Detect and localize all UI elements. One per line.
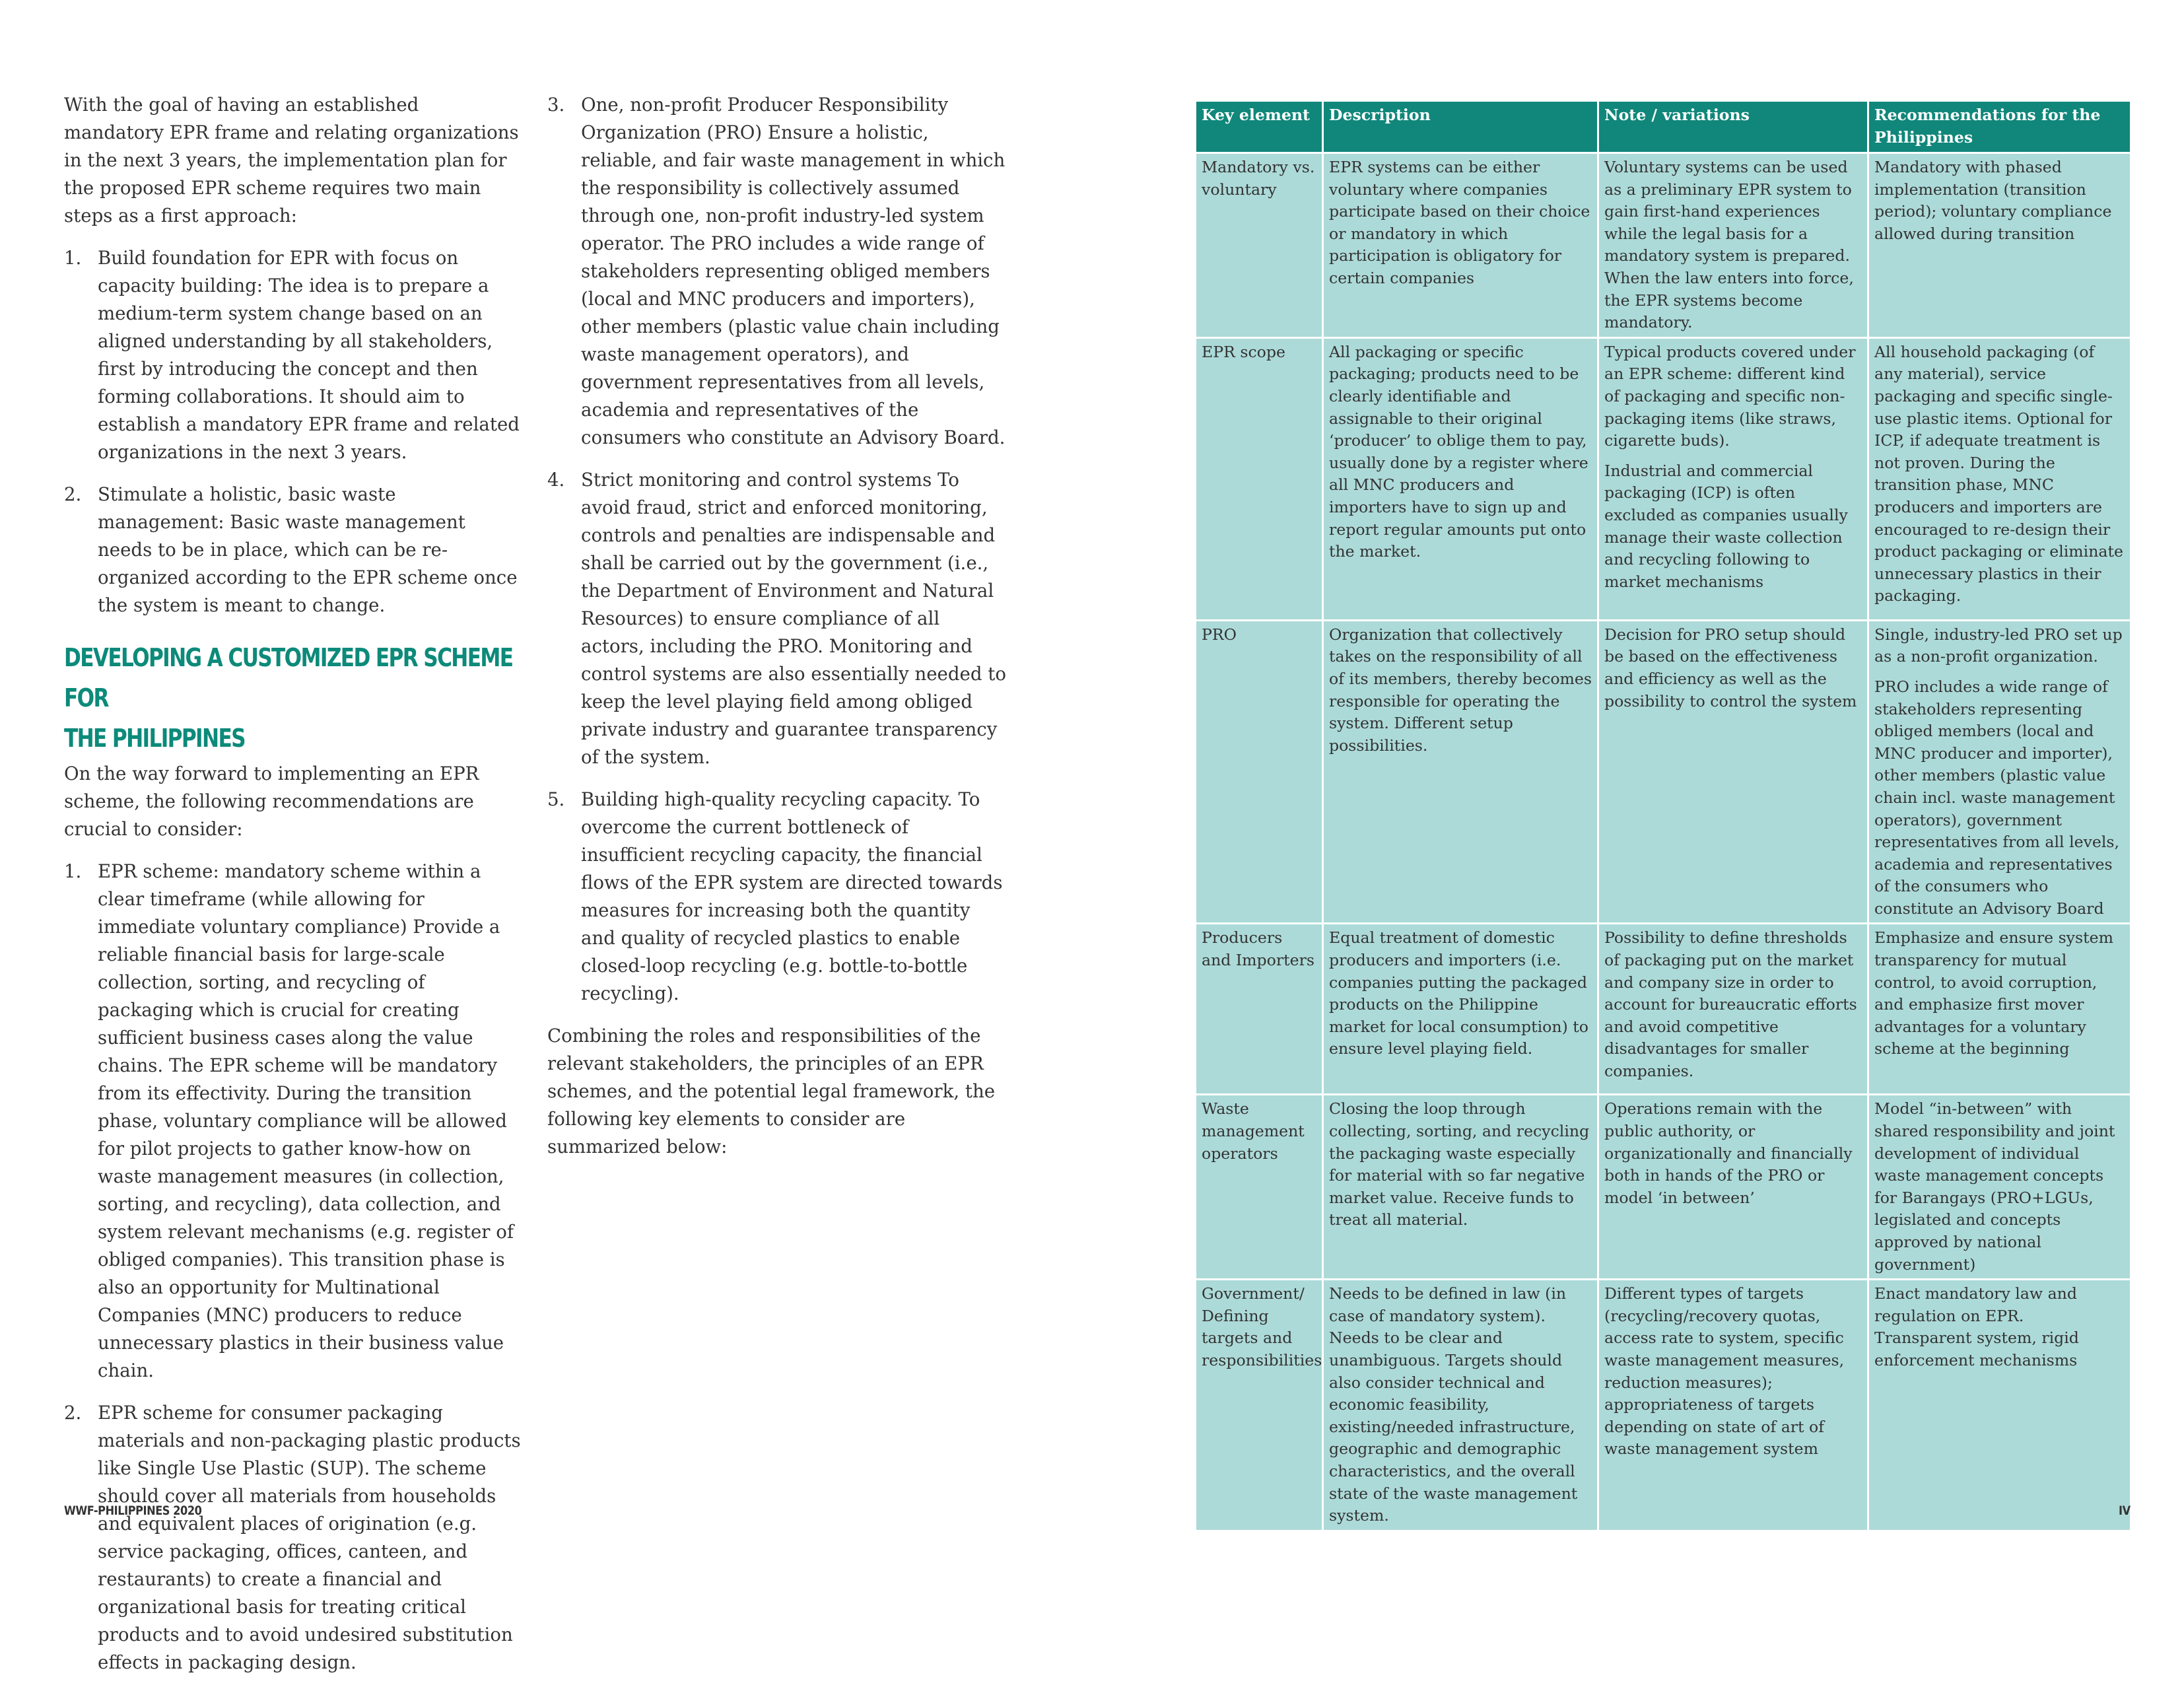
list-item xyxy=(547,786,1006,1008)
cell-text: Mandatory vs. voluntary xyxy=(1202,158,1315,199)
cell-text: Waste management operators xyxy=(1202,1099,1305,1163)
list-item xyxy=(64,481,523,619)
section-heading-line: THE PHILIPPINES xyxy=(64,724,245,753)
table-header-row xyxy=(1196,101,2131,153)
list-item-text: Stimulate a holistic, basic waste management: Basic waste management needs to be in place, which can be re-organized according to the EPR scheme once the system is meant to change. xyxy=(98,483,518,616)
list-number: 2. xyxy=(64,483,82,505)
table-row xyxy=(1196,153,2131,338)
cell-key-element xyxy=(1196,153,1323,338)
cell-text: All household packaging (of any material), service packaging and specific single-use plastic items. Optional for ICP, if adequate treatment is not proven. During the transition phase, MNC producers and importers are encouraged to re-design their product packaging or eliminate unnecessary plastics in their packaging. xyxy=(1874,342,2123,605)
section-heading xyxy=(64,638,541,759)
cell-text: Organization that collectively takes on the responsibility of all of its members, thereby becomes responsible for operating the system. Different setup possibilities. xyxy=(1329,625,1592,755)
cell-text: EPR scope xyxy=(1202,342,1285,361)
lead-paragraph: On the way forward to implementing an EPR scheme, the following recommendations are crucial to consider: xyxy=(64,763,479,840)
list-number: 3. xyxy=(547,94,565,116)
cell-text: Equal treatment of domestic producers and importers (i.e. companies putting the packaged products on the Philippine market for local consumption) to ensure level playing field. xyxy=(1329,928,1588,1058)
epr-key-elements-table xyxy=(1194,100,2132,1532)
middle-text-column xyxy=(547,91,1006,1161)
cell-description xyxy=(1323,1095,1598,1280)
list-item xyxy=(64,1399,523,1676)
header-recommendations: Recommendations for the Philippines xyxy=(1868,101,2131,153)
table-row xyxy=(1196,620,2131,924)
list-number: 2. xyxy=(64,1402,82,1424)
cell-text: Decision for PRO setup should be based on the effectiveness and efficiency as well as the possibility to control the system xyxy=(1604,625,1857,710)
cell-key-element xyxy=(1196,924,1323,1095)
recommendations-list-continued xyxy=(547,91,1006,1008)
cell-text: EPR systems can be either voluntary where companies participate based on their choice or mandatory in which participation is obligatory for certain companies xyxy=(1329,158,1590,287)
table-row xyxy=(1196,924,2131,1095)
cell-key-element xyxy=(1196,1095,1323,1280)
list-item-text: EPR scheme: mandatory scheme within a clear timeframe (while allowing for immediate voluntary compliance) Provide a reliable financial basis for large-scale collection, sorting, and recycling of packaging which is crucial for creating sufficient business cases along the value chains. The EPR scheme will be mandatory from its effectivity. During the transition phase, voluntary compliance will be allowed for pilot projects to gather know-how on waste management measures (in collection, sorting, and recycling), data collection, and system relevant mechanisms (e.g. register of obliged companies). This transition phase is also an opportunity for Multinational Companies (MNC) producers to reduce unnecessary plastics in their business value chain. xyxy=(98,860,514,1381)
cell-text: Needs to be defined in law (in case of mandatory system). Needs to be clear and unambiguous. Targets should also consider technical and economic feasibility, existing/needed infrastructure, geographic and demographic characteristics, and the overall state of the waste management system. xyxy=(1329,1284,1578,1525)
summary-paragraph: Combining the roles and responsibilities of the relevant stakeholders, the principles of an EPR schemes, and the potential legal framework, the following key elements to consider are summarized below: xyxy=(547,1025,996,1157)
cell-description xyxy=(1323,153,1598,338)
cell-text: Government/ Defining targets and responsibilities xyxy=(1202,1284,1322,1369)
cell-description xyxy=(1323,337,1598,620)
list-item xyxy=(64,244,523,466)
cell-text: Voluntary systems can be used as a preliminary EPR system to gain first-hand experiences while the legal basis for a mandatory system is prepared. When the law enters into force, the EPR systems become mandatory. xyxy=(1604,158,1854,332)
cell-recommendation xyxy=(1868,924,2131,1095)
table-row xyxy=(1196,1095,2131,1280)
cell-text: Producers and Importers xyxy=(1202,928,1314,970)
cell-text: Operations remain with the public authority, or organizationally and financially both in hands of the PRO or model ‘in between’ xyxy=(1604,1099,1853,1207)
list-item-text: EPR scheme for consumer packaging materials and non-packaging plastic products like Single Use Plastic (SUP). The scheme should cover all materials from households and equivalent places of origination (e.g. service packaging, offices, canteen, and restaurants) to create a financial and organizational basis for treating critical products and to avoid undesired substitution effects in packaging design. xyxy=(98,1402,521,1673)
list-item xyxy=(547,466,1006,771)
cell-note xyxy=(1598,1280,1868,1531)
cell-note xyxy=(1598,153,1868,338)
header-note-variations: Note / variations xyxy=(1598,101,1868,153)
cell-text: Emphasize and ensure system transparency for mutual control, to avoid corruption, and emphasize first mover advantages for a voluntary scheme at the beginning xyxy=(1874,928,2113,1058)
cell-recommendation xyxy=(1868,153,2131,338)
cell-note xyxy=(1598,337,1868,620)
cell-key-element xyxy=(1196,1280,1323,1531)
footer-publication: WWF-PHILIPPINES 2020 xyxy=(64,1503,202,1518)
cell-text: Single, industry-led PRO set up as a non-profit organization. xyxy=(1874,625,2123,666)
cell-description xyxy=(1323,1280,1598,1531)
list-item-text: Building high-quality recycling capacity. To overcome the current bottleneck of insufficient recycling capacity, the financial flows of the EPR system are directed towards measures for increasing both the quantity and quality of recycled plastics to enable closed-loop recycling (e.g. bottle-to-bottle recycling). xyxy=(581,788,1003,1004)
list-number: 1. xyxy=(64,247,82,269)
list-number: 4. xyxy=(547,469,565,491)
cell-key-element xyxy=(1196,620,1323,924)
list-item xyxy=(64,858,523,1385)
cell-recommendation xyxy=(1868,1280,2131,1531)
cell-recommendation xyxy=(1868,1095,2131,1280)
left-text-column xyxy=(64,91,523,1691)
list-number: 1. xyxy=(64,860,82,882)
list-item-text: One, non-profit Producer Responsibility Organization (PRO) Ensure a holistic, reliable, and fair waste management in which the responsibility is collectively assumed through one, non-profit industry-led system operator. The PRO includes a wide range of stakeholders representing obliged members (local and MNC producers and importers), other members (plastic value chain including waste management operators), and government representatives from all levels, academia and representatives of the consumers who constitute an Advisory Board. xyxy=(581,94,1006,448)
cell-note xyxy=(1598,1095,1868,1280)
cell-text: All packaging or specific packaging; products need to be clearly identifiable and assignable to their original ‘producer’ to oblige them to pay, usually done by a register where all MNC producers and importers have to sign up and report regular amounts put onto the market. xyxy=(1329,342,1588,561)
cell-text: Closing the loop through collecting, sorting, and recycling the packaging waste especially for material with so far negative market value. Receive funds to treat all material. xyxy=(1329,1099,1590,1229)
recommendations-list xyxy=(64,858,523,1676)
cell-note xyxy=(1598,620,1868,924)
list-item-text: Build foundation for EPR with focus on capacity building: The idea is to prepare a medium-term system change based on an aligned understanding by all stakeholders, first by introducing the concept and then forming collaborations. It should aim to establish a mandatory EPR frame and related organizations in the next 3 years. xyxy=(98,247,520,463)
table-row xyxy=(1196,337,2131,620)
cell-text: PRO xyxy=(1202,625,1237,644)
page-number: IV xyxy=(2119,1503,2131,1518)
cell-note xyxy=(1598,924,1868,1095)
section-heading-line: DEVELOPING A CUSTOMIZED EPR SCHEME FOR xyxy=(64,643,513,712)
cell-text: PRO includes a wide range of stakeholders representing obliged members (local and MNC producer and importer), other members (plastic value chain incl. waste management operators), government representatives from all levels, academia and representatives of the consumers who constitute an Advisory Board xyxy=(1874,677,2120,918)
cell-text: Typical products covered under an EPR scheme: different kind of packaging and specific non-packaging items (like straws, cigarette buds). xyxy=(1604,342,1856,450)
cell-key-element xyxy=(1196,337,1323,620)
cell-description xyxy=(1323,924,1598,1095)
intro-paragraph: With the goal of having an established mandatory EPR frame and relating organizations in the next 3 years, the implementation plan for the proposed EPR scheme requires two main steps as a first approach: xyxy=(64,94,519,226)
cell-description xyxy=(1323,620,1598,924)
table-row xyxy=(1196,1280,2131,1531)
cell-text: Enact mandatory law and regulation on EPR. Transparent system, rigid enforcement mechanisms xyxy=(1874,1284,2079,1369)
list-number: 5. xyxy=(547,788,565,810)
cell-text: Mandatory with phased implementation (transition period); voluntary compliance allowed during transition xyxy=(1874,158,2112,243)
cell-recommendation xyxy=(1868,337,2131,620)
cell-text: Possibility to define thresholds of packaging put on the market and company size in order to account for bureaucratic efforts and avoid competitive disadvantages for smaller companies. xyxy=(1604,928,1857,1081)
cell-text: Industrial and commercial packaging (ICP) is often excluded as companies usually manage their waste collection and recycling following to market mechanisms xyxy=(1604,461,1848,591)
implementation-steps-list xyxy=(64,244,523,619)
cell-recommendation xyxy=(1868,620,2131,924)
list-item xyxy=(547,91,1006,452)
cell-text: Different types of targets (recycling/recovery quotas, access rate to system, specific waste management measures, reduction measures); appropriateness of targets depending on state of art of waste management system xyxy=(1604,1284,1845,1459)
list-item-text: Strict monitoring and control systems To avoid fraud, strict and enforced monitoring, controls and penalties are indispensable and shall be carried out by the government (i.e., the Department of Environment and Natural Resources) to ensure compliance of all actors, including the PRO. Monitoring and control systems are also essentially needed to keep the level playing field among obliged private industry and guarantee transparency of the system. xyxy=(581,469,1007,768)
header-description: Description xyxy=(1323,101,1598,153)
header-key-element: Key element xyxy=(1196,101,1323,153)
table-body xyxy=(1196,153,2131,1531)
cell-text: Model “in-between” with shared responsibility and joint development of individual waste management concepts for Barangays (PRO+LGUs, legislated and concepts approved by national government) xyxy=(1874,1099,2115,1274)
